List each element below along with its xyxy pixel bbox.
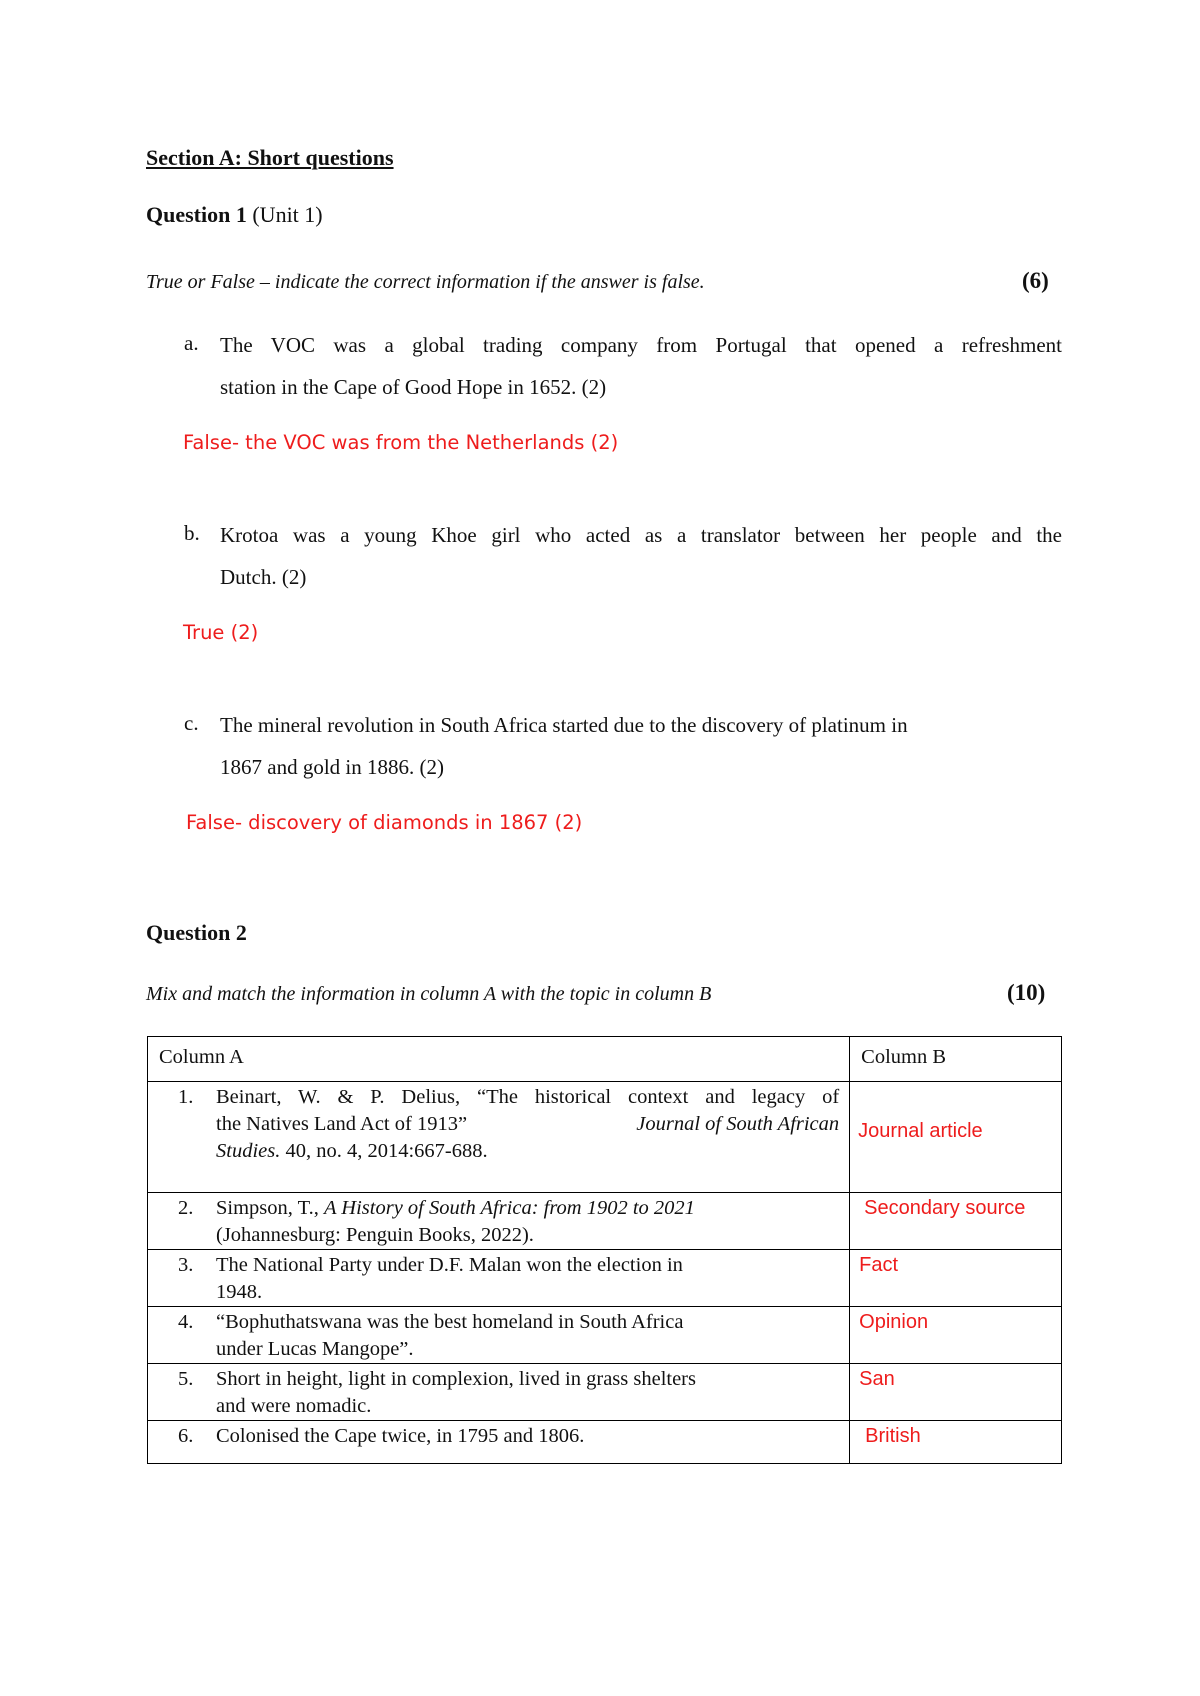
table-row <box>148 1421 1062 1464</box>
row-1-column-b <box>850 1082 1062 1193</box>
table-row <box>148 1307 1062 1364</box>
row-5-answer: San <box>859 1368 895 1390</box>
question-1-heading <box>146 202 323 228</box>
item-a-answer: False- the VOC was from the Netherlands (2) <box>183 431 619 454</box>
item-a-letter: a. <box>184 331 199 355</box>
item-a-line-1: The VOC was a global trading company from Portugal that opened a refreshment <box>220 333 1062 357</box>
row-4-answer: Opinion <box>859 1311 929 1333</box>
item-b-letter: b. <box>184 521 200 545</box>
question-1-instruction: True or False – indicate the correct information if the answer is false. <box>146 271 705 293</box>
row-1-answer: Journal article <box>858 1119 983 1142</box>
row-4-column-b <box>850 1307 1062 1364</box>
question-2-heading <box>146 920 247 946</box>
row-2-line-2: (Johannesburg: Penguin Books, 2022). <box>216 1224 534 1246</box>
row-5-text <box>216 1366 839 1420</box>
item-b-answer: True (2) <box>183 621 259 644</box>
row-5-column-b <box>850 1364 1062 1421</box>
row-2-number: 2. <box>178 1197 194 1219</box>
row-5-number: 5. <box>178 1368 194 1390</box>
question-2-instruction: Mix and match the information in column A with the topic in column B <box>146 983 712 1005</box>
row-1-line-1: Beinart, W. & P. Delius, “The historical context and legacy of <box>216 1086 840 1108</box>
row-1-line-2-italic: Journal of South African <box>636 1113 840 1135</box>
item-c-letter: c. <box>184 711 199 735</box>
table-row <box>148 1082 1062 1193</box>
header-column-a-label: Column A <box>159 1046 244 1068</box>
row-2-line-1 <box>216 1195 839 1222</box>
row-1-line-3-plain: 40, no. 4, 2014:667-688. <box>280 1140 488 1162</box>
row-1-number: 1. <box>178 1086 194 1108</box>
item-c-line-1: The mineral revolution in South Africa started due to the discovery of platinum in <box>220 713 908 737</box>
row-6-column-a <box>148 1421 850 1464</box>
row-1-column-a <box>148 1082 850 1193</box>
table-row <box>148 1250 1062 1307</box>
row-3-text <box>216 1252 839 1306</box>
row-1-line-3-italic: Studies. <box>216 1140 281 1162</box>
row-4-number: 4. <box>178 1311 194 1333</box>
row-2-line-1-plain: Simpson, T., <box>216 1197 325 1219</box>
table-row <box>148 1193 1062 1250</box>
header-column-a <box>148 1037 850 1082</box>
row-1-line-3 <box>216 1138 839 1165</box>
row-3-line-2: 1948. <box>216 1281 263 1303</box>
match-table <box>147 1036 1062 1464</box>
row-3-number: 3. <box>178 1254 194 1276</box>
row-1-line-2 <box>216 1111 839 1138</box>
row-6-number: 6. <box>178 1425 194 1447</box>
row-5-line-1: Short in height, light in complexion, lived in grass shelters <box>216 1368 696 1390</box>
item-b-line-2: Dutch. (2) <box>220 565 307 589</box>
row-6-answer: British <box>865 1425 921 1447</box>
item-c-line-2: 1867 and gold in 1886. (2) <box>220 755 444 779</box>
row-1-text <box>216 1084 839 1165</box>
table-row <box>148 1364 1062 1421</box>
header-column-b-label: Column B <box>861 1046 947 1068</box>
row-2-column-a <box>148 1193 850 1250</box>
row-3-column-b <box>850 1250 1062 1307</box>
row-6-text <box>216 1423 839 1450</box>
section-title: Section A: Short questions <box>146 145 394 170</box>
row-6-line-1: Colonised the Cape twice, in 1795 and 1806. <box>216 1425 585 1447</box>
row-3-column-a <box>148 1250 850 1307</box>
row-6-column-b <box>850 1421 1062 1464</box>
question-1-label: Question 1 <box>146 202 247 227</box>
row-2-text <box>216 1195 839 1249</box>
row-3-answer: Fact <box>859 1254 899 1276</box>
row-2-answer: Secondary source <box>864 1197 1026 1219</box>
item-c-answer: False- discovery of diamonds in 1867 (2) <box>186 811 583 834</box>
question-2-label: Question 2 <box>146 920 247 945</box>
row-2-column-b <box>850 1193 1062 1250</box>
header-column-b <box>850 1037 1062 1082</box>
table-header-row <box>148 1037 1062 1082</box>
row-5-column-a <box>148 1364 850 1421</box>
row-3-line-1: The National Party under D.F. Malan won the election in <box>216 1254 683 1276</box>
question-2-marks: (10) <box>1007 980 1046 1005</box>
item-a-line-2: station in the Cape of Good Hope in 1652. (2) <box>220 375 607 399</box>
question-1-unit: (Unit 1) <box>252 202 323 227</box>
row-2-line-1-italic: A History of South Africa: from 1902 to 2021 <box>324 1197 695 1219</box>
row-4-line-1: “Bophuthatswana was the best homeland in South Africa <box>216 1311 684 1333</box>
item-b-line-1: Krotoa was a young Khoe girl who acted as a translator between her people and the <box>220 523 1062 547</box>
row-4-line-2: under Lucas Mangope”. <box>216 1338 414 1360</box>
row-5-line-2: and were nomadic. <box>216 1395 372 1417</box>
question-1-marks: (6) <box>1022 268 1049 293</box>
row-4-text <box>216 1309 839 1363</box>
row-1-line-2-plain: the Natives Land Act of 1913” <box>216 1113 468 1135</box>
row-4-column-a <box>148 1307 850 1364</box>
